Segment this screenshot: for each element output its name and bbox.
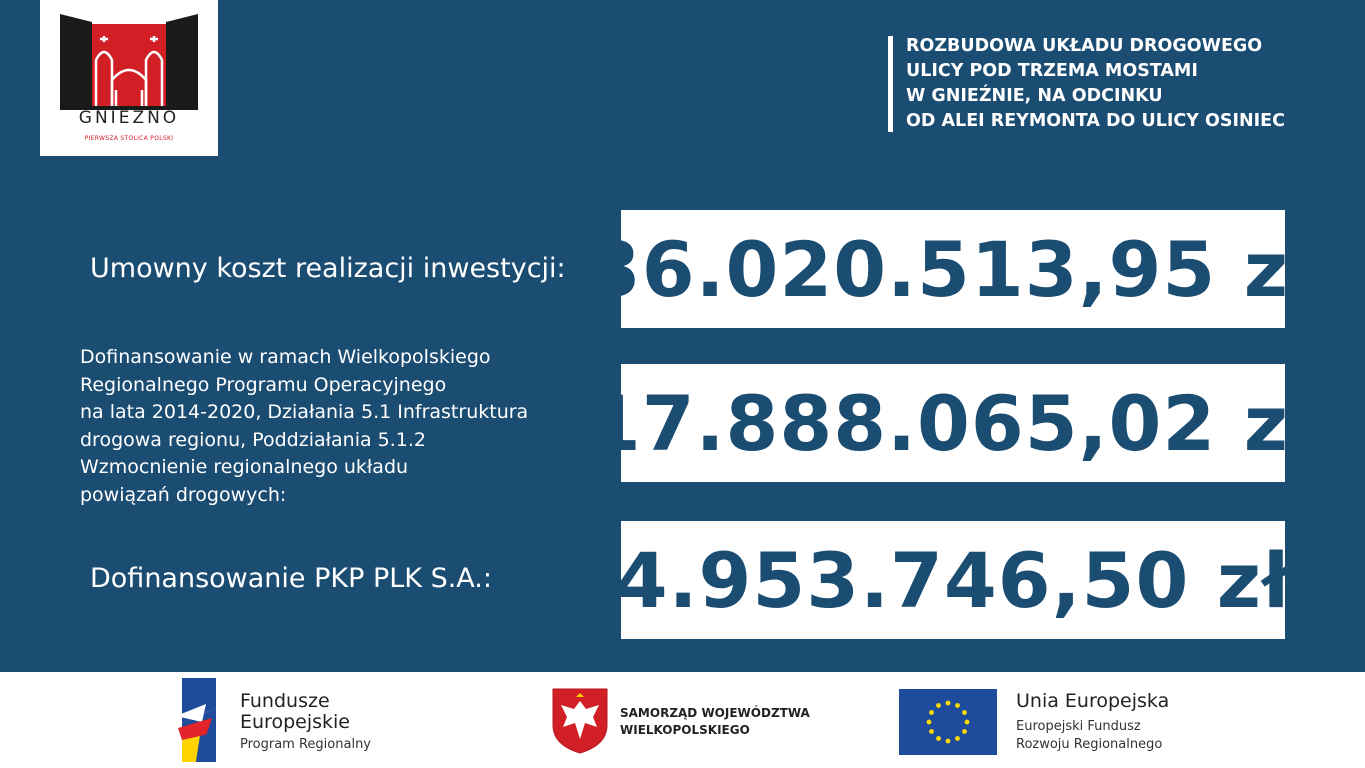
title-line: ROZBUDOWA UKŁADU DROGOWEGO xyxy=(906,36,1263,56)
wrpo-label-line: Wzmocnienie regionalnego układu xyxy=(80,456,409,478)
cost-amount: 36.020.513,95 zł xyxy=(587,224,1319,314)
wielkopolska-coat-of-arms-icon xyxy=(551,687,609,755)
pkp-label: Dofinansowanie PKP PLK S.A.: xyxy=(90,563,492,594)
wlkp-line1: SAMORZĄD WOJEWÓDZTWA xyxy=(620,706,810,720)
wrpo-label-line: Regionalnego Programu Operacyjnego xyxy=(80,373,447,396)
fe-line2: Europejskie xyxy=(240,711,350,733)
wlkp-text xyxy=(620,705,810,739)
title-accent-bar xyxy=(888,36,893,132)
title-line: OD ALEI REYMONTA DO ULICY OSINIEC xyxy=(906,111,1285,131)
fe-line3: Program Regionalny xyxy=(240,737,371,752)
logo-name: GNIEZNO xyxy=(78,108,180,128)
cost-label: Umowny koszt realizacji inwestycji: xyxy=(90,253,566,284)
logo-subtitle: PIERWSZA STOLICA POLSKI xyxy=(84,135,174,142)
project-title xyxy=(906,34,1356,134)
wrpo-amount-box xyxy=(587,364,1319,482)
eu-line1: Unia Europejska xyxy=(1016,690,1170,712)
pkp-amount-box xyxy=(614,521,1292,639)
eu-line2: Europejski Fundusz xyxy=(1016,719,1141,734)
wrpo-label-line: na lata 2014-2020, Działania 5.1 Infrastruktura xyxy=(80,401,529,423)
eu-line3: Rozwoju Regionalnego xyxy=(1016,737,1163,752)
wrpo-label-line: powiązań drogowych: xyxy=(80,483,287,506)
wrpo-label-line: Dofinansowanie w ramach Wielkopolskiego xyxy=(80,346,491,368)
cost-amount-box xyxy=(587,210,1319,328)
pkp-amount: 4.953.746,50 zł xyxy=(614,535,1292,625)
title-line: W GNIEŹNIE, NA ODCINKU xyxy=(906,86,1163,106)
title-line: ULICY POD TRZEMA MOSTAMI xyxy=(906,61,1198,81)
wlkp-line2: WIELKOPOLSKIEGO xyxy=(620,723,750,737)
eu-flag-icon xyxy=(899,689,997,755)
wrpo-label-line: drogowa regionu, Poddziałania 5.1.2 xyxy=(80,428,427,451)
gniezno-castle-icon xyxy=(56,10,202,110)
wrpo-label xyxy=(80,344,610,509)
fe-line1: Fundusze xyxy=(240,690,330,712)
wrpo-amount: 17.888.065,02 zł xyxy=(587,378,1319,468)
gniezno-logo xyxy=(40,0,218,156)
fundusze-europejskie-logo-icon xyxy=(176,678,222,762)
